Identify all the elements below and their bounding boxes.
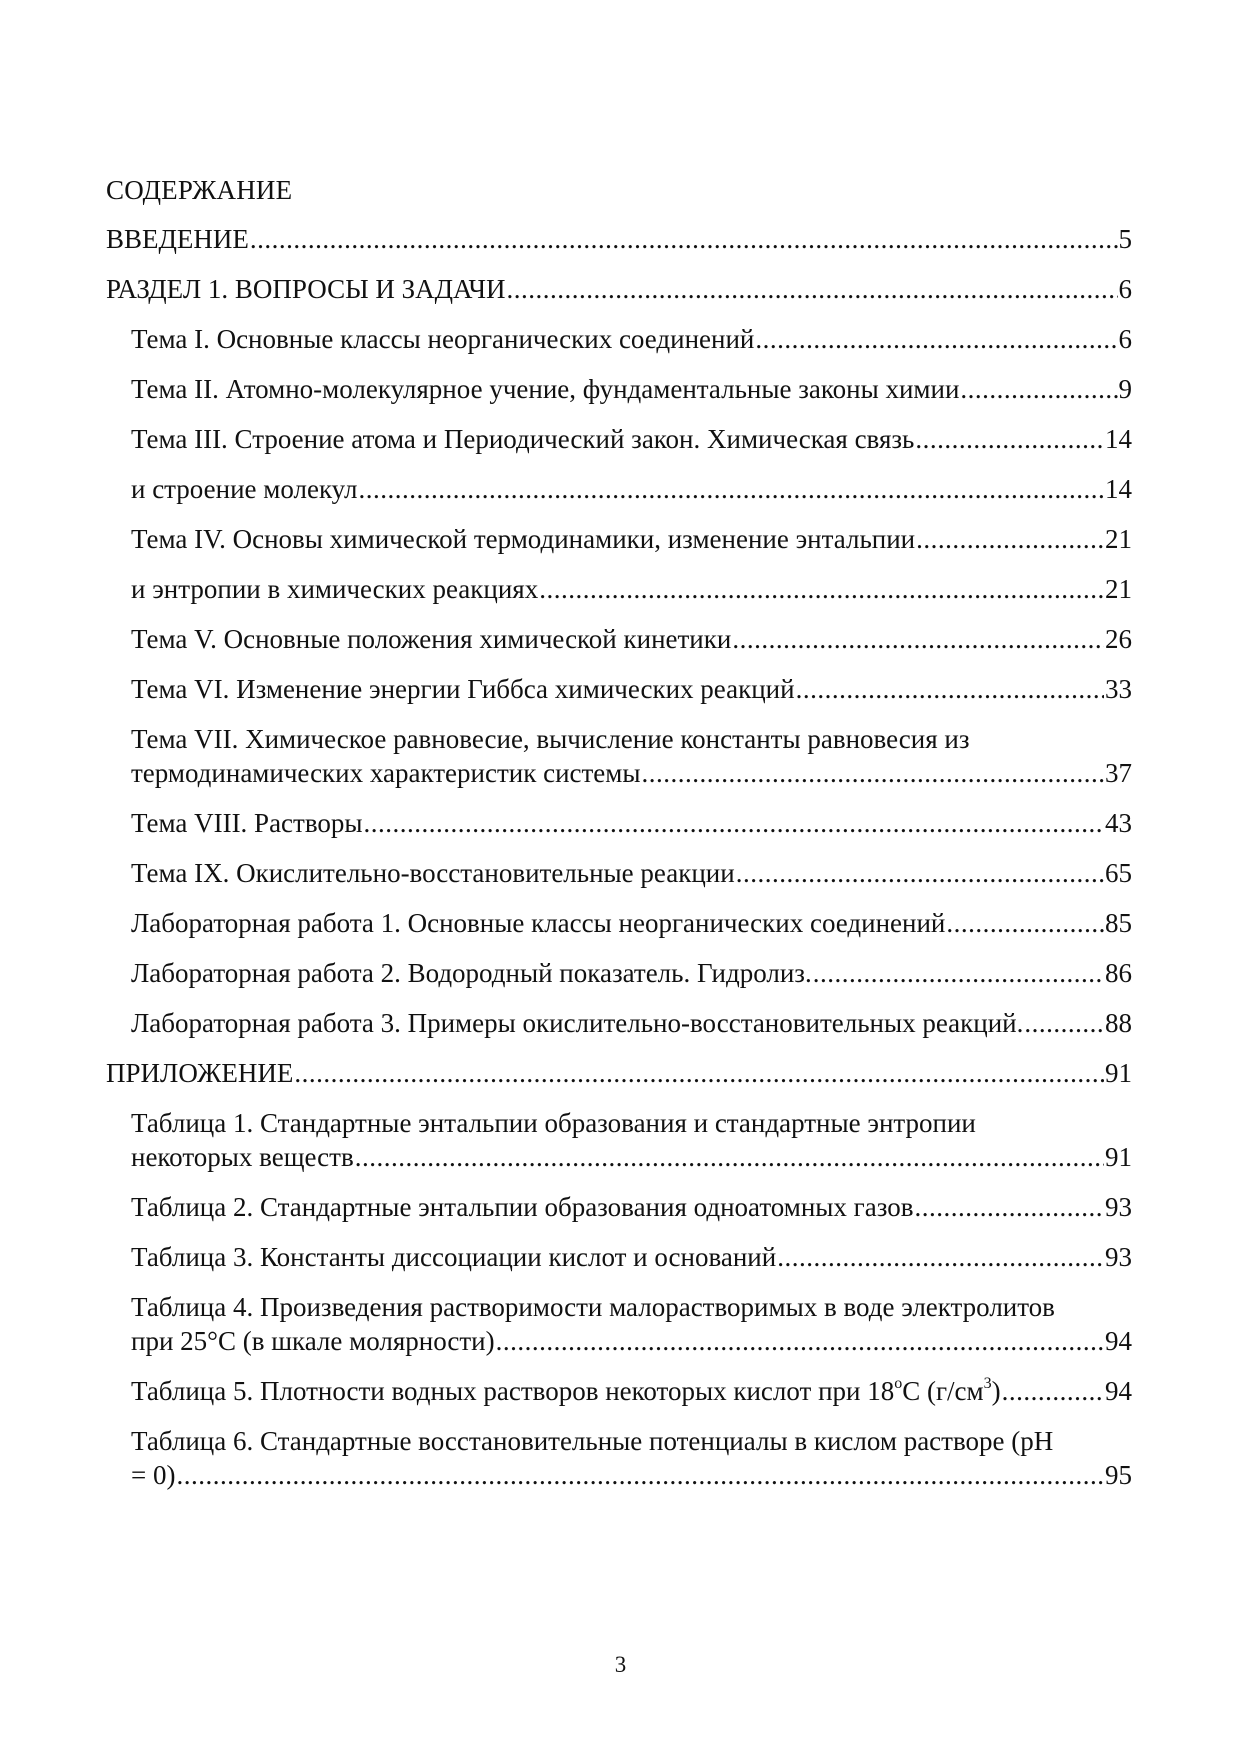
toc-entry-title-line: Таблица 6. Стандартные восстановительные потенциалы в кислом растворе (pH [131, 1426, 1054, 1456]
toc-entry-title-line: Таблица 1. Стандартные энтальпии образования и стандартные энтропии [131, 1108, 976, 1138]
dot-leader [294, 1056, 1104, 1090]
toc-entry[interactable] [106, 272, 1132, 322]
toc-entry-title: Таблица 3. Константы диссоциации кислот и оснований [131, 1242, 777, 1272]
toc-entry[interactable] [106, 956, 1132, 1006]
toc-entry-title-segment: Таблица 5. Плотности водных растворов некоторых кислот при 18 [131, 1376, 895, 1406]
toc-entry-title: Лабораторная работа 1. Основные классы неорганических соединений [131, 908, 946, 938]
toc-entry-title-segment: ) [991, 1376, 1001, 1406]
dot-leader [539, 572, 1104, 606]
toc-entry-title-line: Таблица 4. Произведения растворимости малорастворимых в воде электролитов [131, 1292, 1055, 1322]
toc-entry-page: 93 [1105, 1192, 1132, 1222]
toc-entry-page: 43 [1105, 808, 1132, 838]
toc-entry-title: ВВЕДЕНИЕ [106, 224, 249, 254]
toc-entry-title [131, 1374, 1001, 1408]
toc-entry-page: 94 [1105, 1326, 1132, 1356]
dot-leader [777, 1240, 1104, 1274]
dot-leader [915, 422, 1104, 456]
toc-entry[interactable] [106, 1290, 1132, 1374]
dot-leader [813, 956, 1104, 990]
superscript: o [894, 1375, 903, 1392]
toc-entry-title: = 0) [131, 1460, 176, 1490]
dot-leader [732, 622, 1104, 656]
toc-entry-page: 5 [1118, 224, 1132, 254]
toc-entry-page: 14 [1105, 424, 1132, 454]
toc-entry-page: 85 [1105, 908, 1132, 938]
toc-entry-title: некоторых веществ [131, 1142, 354, 1172]
toc-entry[interactable] [106, 672, 1132, 722]
toc-entry-title: Тема II. Атомно-молекулярное учение, фундаментальные законы химии [131, 374, 960, 404]
toc-entry-page: 94 [1105, 1376, 1132, 1406]
toc-entry-page: 21 [1105, 524, 1132, 554]
toc-entry-page: 88 [1105, 1008, 1132, 1038]
toc-entry-title: Тема IX. Окислительно-восстановительные реакции [131, 858, 735, 888]
dot-leader [1024, 1006, 1104, 1040]
dot-leader [915, 1190, 1105, 1224]
toc-entry-title: и строение молекул [131, 474, 358, 504]
toc-entry-title: Тема IV. Основы химической термодинамики, изменение энтальпии [131, 524, 916, 554]
dot-leader [176, 1458, 1104, 1492]
toc-entry-page: 91 [1105, 1142, 1132, 1172]
toc-entry-page: 91 [1105, 1058, 1132, 1088]
toc-entry[interactable] [106, 372, 1132, 422]
dot-leader [364, 806, 1104, 840]
toc-entry-title: ПРИЛОЖЕНИЕ [106, 1058, 294, 1088]
dot-leader [960, 372, 1117, 406]
toc-entry[interactable] [106, 472, 1132, 522]
toc-entry-title: Тема VIII. Растворы [131, 808, 363, 838]
toc-entry-page: 37 [1105, 758, 1132, 788]
superscript: 3 [983, 1375, 992, 1392]
toc-entry[interactable] [106, 1190, 1132, 1240]
dot-leader [1002, 1374, 1104, 1408]
toc-entry[interactable] [106, 422, 1132, 472]
toc-entry[interactable] [106, 1006, 1132, 1056]
toc-entry[interactable] [106, 522, 1132, 572]
toc-entry-title: Таблица 2. Стандартные энтальпии образования одноатомных газов [131, 1192, 914, 1222]
toc-entry-page: 21 [1105, 574, 1132, 604]
toc-entry[interactable] [106, 622, 1132, 672]
toc-entry-title: Лабораторная работа 3. Примеры окислительно-восстановительных реакций. [131, 1008, 1024, 1038]
dot-leader [642, 756, 1104, 790]
table-of-contents [106, 222, 1132, 1508]
toc-entry-title: Тема III. Строение атома и Периодический закон. Химическая связь [131, 424, 915, 454]
toc-entry-page: 95 [1105, 1460, 1132, 1490]
toc-entry-title: Тема VI. Изменение энергии Гиббса химических реакций [131, 674, 795, 704]
toc-entry-title: и энтропии в химических реакциях [131, 574, 539, 604]
toc-entry-page: 9 [1118, 374, 1132, 404]
page-number: 3 [614, 1652, 627, 1677]
dot-leader [946, 906, 1104, 940]
toc-entry[interactable] [106, 222, 1132, 272]
dot-leader [736, 856, 1104, 890]
dot-leader [496, 1324, 1104, 1358]
toc-entry-page: 93 [1105, 1242, 1132, 1272]
toc-entry-title: Тема I. Основные классы неорганических соединений [131, 324, 755, 354]
dot-leader [916, 522, 1104, 556]
toc-entry-page: 6 [1118, 324, 1132, 354]
toc-entry-page: 26 [1105, 624, 1132, 654]
dot-leader [250, 222, 1118, 256]
toc-entry-page: 14 [1105, 474, 1132, 504]
dot-leader [355, 1140, 1104, 1174]
toc-entry[interactable] [106, 1106, 1132, 1190]
toc-entry[interactable] [106, 806, 1132, 856]
toc-entry-title-segment: C (г/см [902, 1376, 984, 1406]
toc-entry-title: Тема V. Основные положения химической кинетики [131, 624, 732, 654]
toc-entry[interactable] [106, 1056, 1132, 1106]
toc-entry[interactable] [106, 1374, 1132, 1424]
toc-entry-title: термодинамических характеристик системы [131, 758, 641, 788]
toc-entry[interactable] [106, 722, 1132, 806]
dot-leader [755, 322, 1117, 356]
toc-entry[interactable] [106, 572, 1132, 622]
toc-heading: СОДЕРЖАНИЕ [106, 175, 293, 205]
toc-entry[interactable] [106, 322, 1132, 372]
dot-leader [507, 272, 1118, 306]
toc-entry-title-line: Тема VII. Химическое равновесие, вычисление константы равновесия из [131, 724, 970, 754]
dot-leader [358, 472, 1104, 506]
toc-entry-page: 86 [1105, 958, 1132, 988]
toc-entry-title: РАЗДЕЛ 1. ВОПРОСЫ И ЗАДАЧИ [106, 274, 506, 304]
toc-entry[interactable] [106, 1240, 1132, 1290]
toc-entry-title: при 25°C (в шкале молярности) [131, 1326, 495, 1356]
toc-entry[interactable] [106, 1424, 1132, 1508]
toc-entry[interactable] [106, 856, 1132, 906]
toc-entry-page: 33 [1105, 674, 1132, 704]
toc-entry-page: 65 [1105, 858, 1132, 888]
toc-entry-page: 6 [1118, 274, 1132, 304]
toc-entry-title: Лабораторная работа 2. Водородный показатель. Гидролиз. [131, 958, 812, 988]
toc-entry[interactable] [106, 906, 1132, 956]
dot-leader [796, 672, 1104, 706]
